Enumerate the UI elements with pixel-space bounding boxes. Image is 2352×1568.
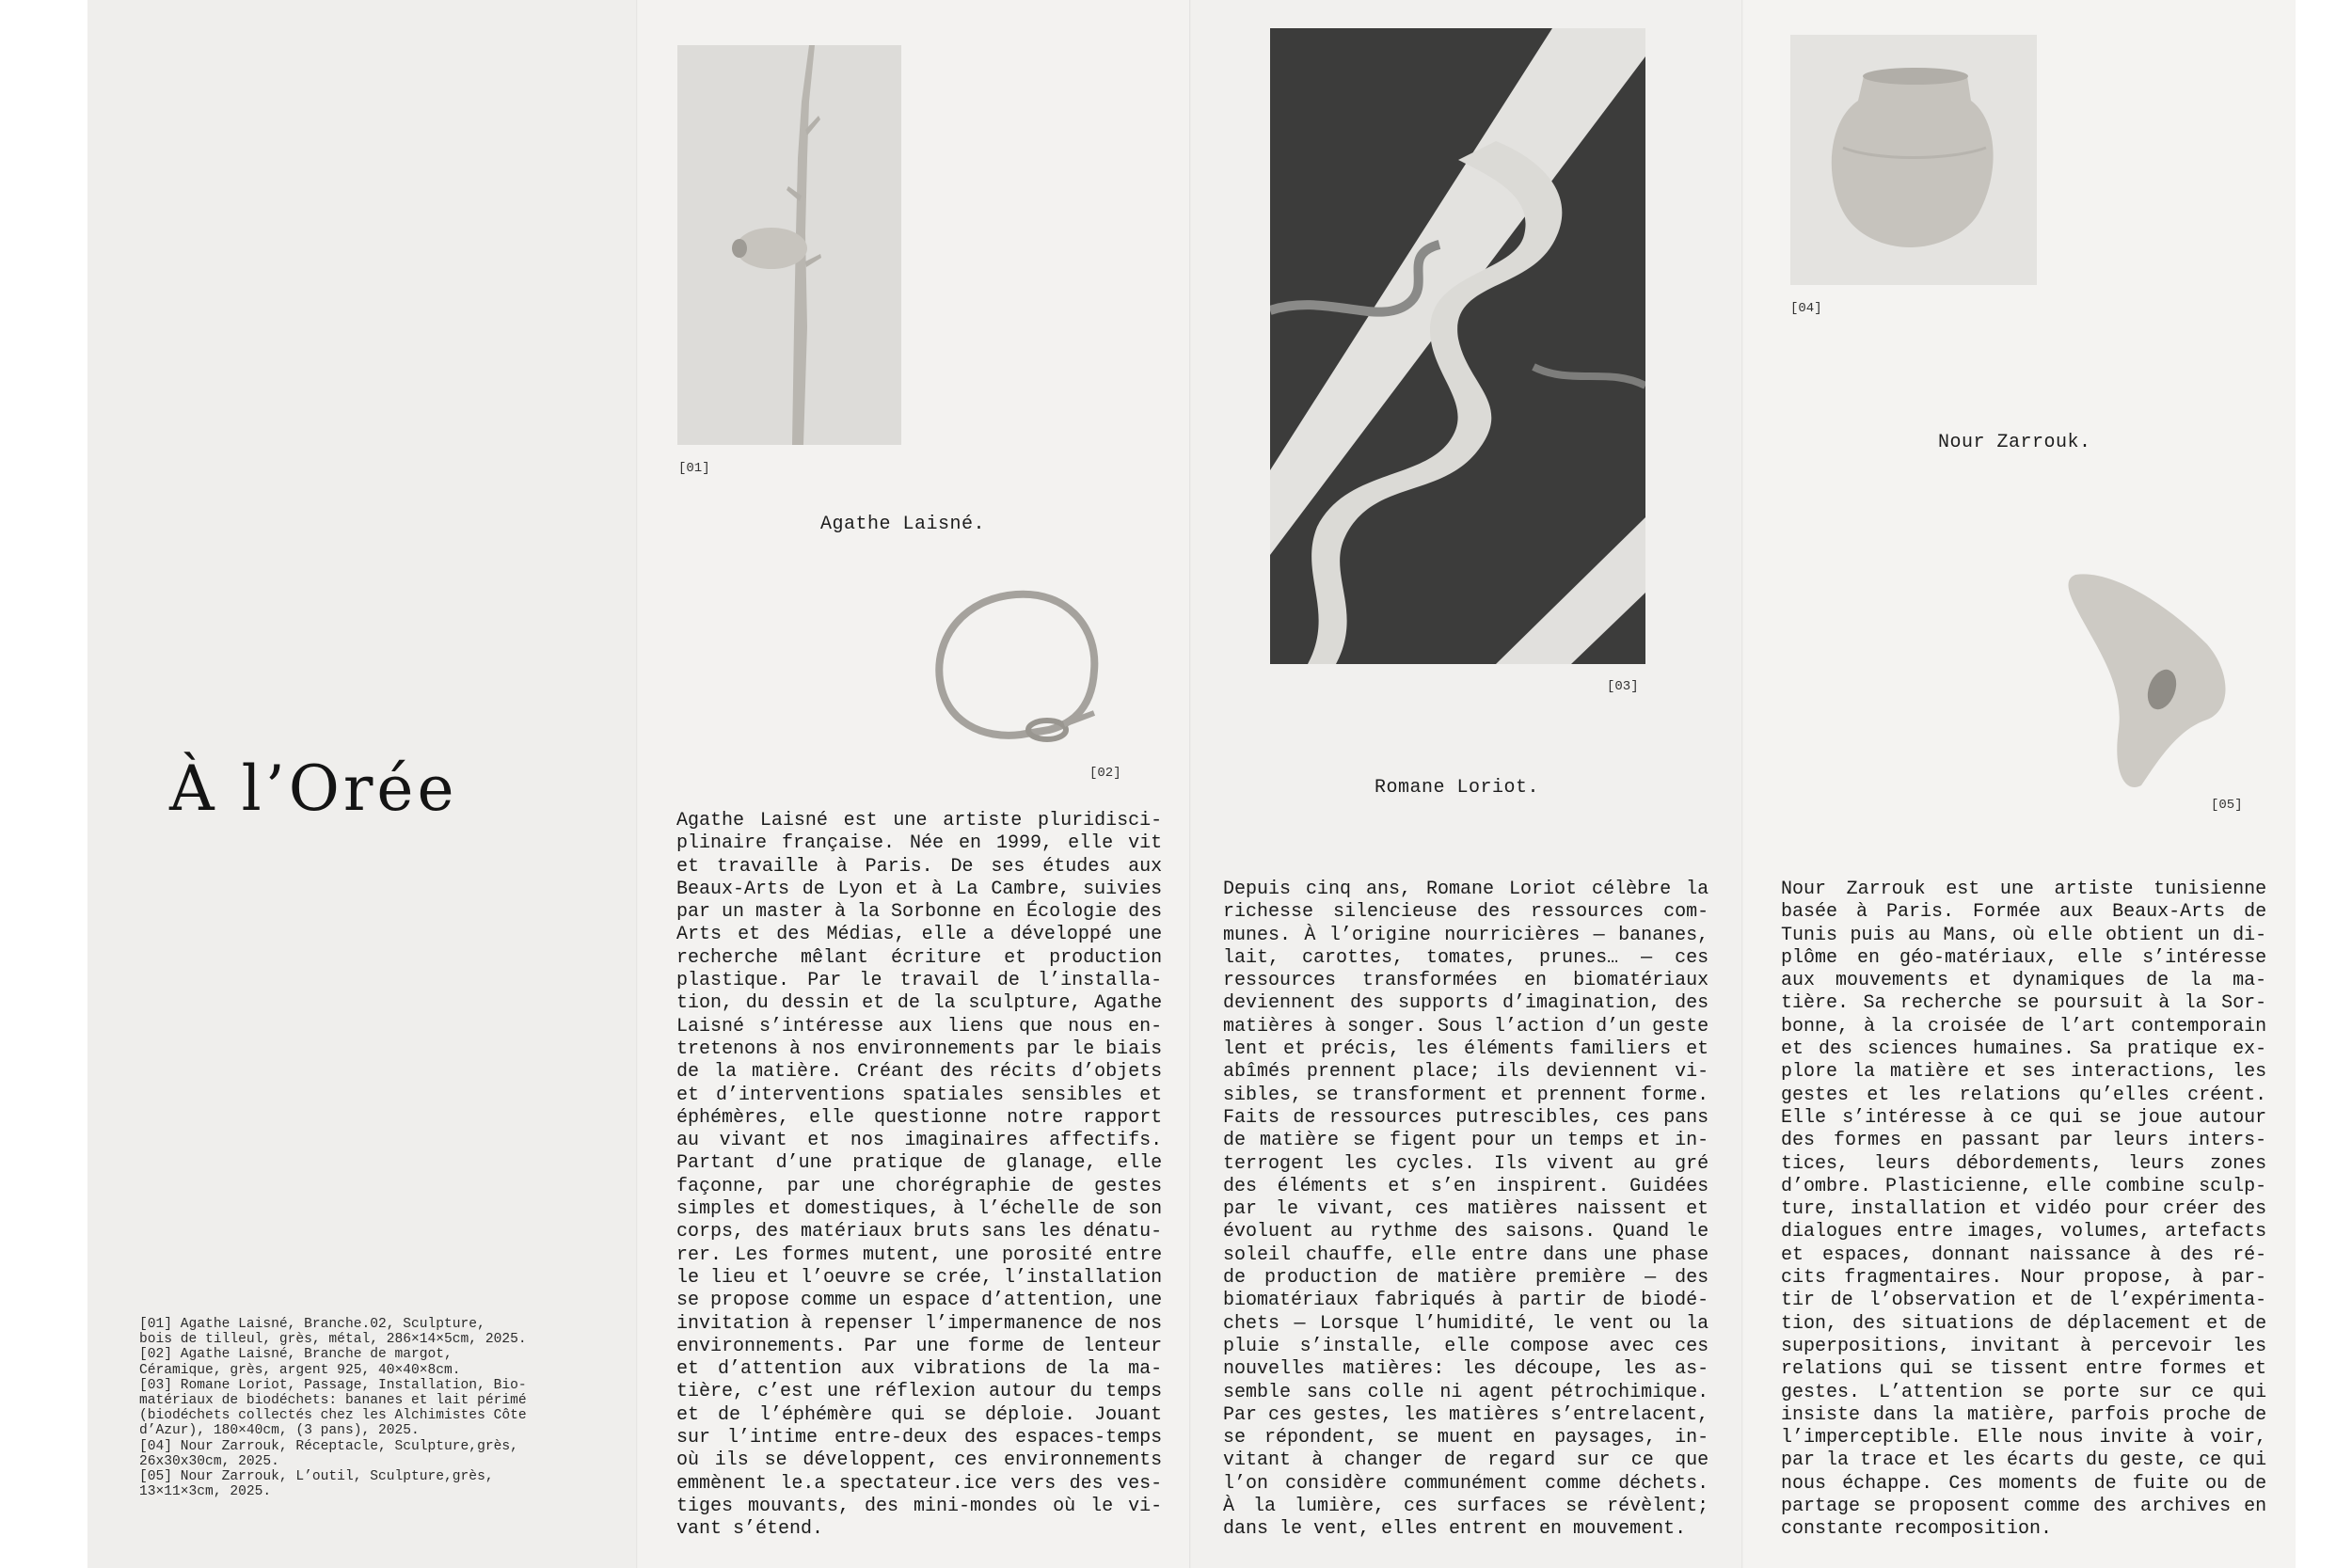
bio-line: des formes en passant par leurs inters- [1781, 1130, 2267, 1152]
bio-line: et travaille à Paris. De ses études aux [676, 855, 1163, 878]
bio-line: façonne, par une chorégraphie de gestes [676, 1175, 1163, 1197]
bio-line: et espaces, donnant naissance à des ré- [1781, 1243, 2267, 1266]
bio-line: l’on considère communément comme déchets. [1223, 1472, 1709, 1495]
bio-line: plôme en géo-matériaux, elle s’intéresse [1781, 946, 2267, 969]
bio-line: sibles, se transforment et prennent forme. [1223, 1084, 1709, 1106]
bio-line: Par ces gestes, les matières s’entrelacent, [1223, 1403, 1709, 1426]
bio-line: Tunis puis au Mans, où elle obtient un di- [1781, 924, 2267, 946]
credit-line: [01] Agathe Laisné, Branche.02, Sculpture, [139, 1317, 485, 1332]
credit-line: [04] Nour Zarrouk, Réceptacle, Sculpture,grès, [139, 1438, 518, 1454]
bio-line: où ils se développent, ces environnements [676, 1449, 1163, 1472]
bio-line: tir de l’observation et de l’expérimenta- [1781, 1290, 2267, 1312]
bio-line: lait, carottes, tomates, prunes… — ces [1223, 946, 1709, 969]
caption-05: [05] [2211, 798, 2243, 813]
bio-line: Partant d’une pratique de glanage, elle [676, 1152, 1163, 1175]
credit-line: matériaux de biodéchets: bananes et lait périmé [139, 1393, 527, 1409]
bio-line: de matière se figent pour un temps et in- [1223, 1130, 1709, 1152]
credit-line: Céramique, grès, argent 925, 40×40×8cm. [139, 1362, 461, 1378]
bio-line: d’ombre. Plasticienne, elle combine sculp- [1781, 1175, 2267, 1197]
bio-line: et d’interventions spatiales sensibles et [676, 1084, 1163, 1106]
bio-line: cits fragmentaires. Nour propose, à par- [1781, 1267, 2267, 1290]
biomaterial-installation-photo [1270, 28, 1645, 664]
bio-line: soleil chauffe, elle entre dans une phase [1223, 1243, 1709, 1266]
bio-line: par le vivant, ces matières naissent et [1223, 1198, 1709, 1221]
bio-line: plinaire française. Née en 1999, elle vit [676, 832, 1163, 855]
bio-line: le lieu et l’oeuvre se crée, l’installation [676, 1266, 1163, 1289]
bio-line: de production de matière première — des [1223, 1267, 1709, 1290]
bio-line: Depuis cinq ans, Romane Loriot célèbre la [1223, 879, 1709, 900]
bio-line: abîmés prennent place; ils deviennent vi- [1223, 1061, 1709, 1084]
bio-line: dialogues entre images, volumes, artefacts [1781, 1221, 2267, 1243]
bio-line: tretenons à nos environnements par le biais [676, 1037, 1163, 1060]
vessel-sculpture-photo [1790, 35, 2037, 285]
caption-03: [03] [1607, 679, 1639, 694]
bio-line: tière. Sa recherche se poursuit à la Sor- [1781, 992, 2267, 1015]
bio-line: matières à songer. Sous l’action d’un geste [1223, 1015, 1709, 1037]
bio-line: rer. Les formes mutent, une porosité entre [676, 1243, 1163, 1266]
fold-line [636, 0, 638, 1568]
bio-line: Agathe Laisné est une artiste pluridisci- [676, 810, 1163, 832]
bio-line: l’imperceptible. Elle nous invite à voir, [1781, 1427, 2267, 1449]
artist-name-romane: Romane Loriot. [1375, 777, 1540, 799]
bio-line: plore la matière et ses interactions, les [1781, 1061, 2267, 1084]
bio-line: corps, des matériaux bruts sans les dénatu- [676, 1221, 1163, 1243]
bio-line: pluie s’installe, elle compose avec ces [1223, 1335, 1709, 1357]
artist-bio-nour [1781, 879, 2266, 1542]
bio-line: Arts et des Médias, elle a développé une [676, 924, 1163, 946]
bio-line: vant s’étend. [676, 1518, 824, 1541]
bio-line: relations qui se tissent entre formes et [1781, 1358, 2267, 1381]
bio-line: ture, installation et vidéo pour créer des [1781, 1198, 2267, 1221]
bio-line: recherche mêlant écriture et production [676, 946, 1163, 969]
bio-line: et d’attention aux vibrations de la ma- [676, 1358, 1163, 1381]
bio-line: tion, du dessin et de la sculpture, Agathe [676, 992, 1163, 1015]
credits-list [139, 1317, 544, 1499]
caption-04: [04] [1790, 301, 1822, 316]
bio-line: se propose comme un espace d’attention, une [676, 1290, 1163, 1312]
bio-line: Beaux-Arts de Lyon et à La Cambre, suivies [676, 878, 1163, 900]
bio-line: deviennent des supports d’imagination, des [1223, 992, 1709, 1015]
bio-line: Laisné s’intéresse aux liens que nous en- [676, 1015, 1163, 1037]
tool-sculpture-photo [2066, 569, 2232, 795]
bio-line: éphémères, elle questionne notre rapport [676, 1106, 1163, 1129]
bio-line: constante recomposition. [1781, 1518, 2053, 1541]
bio-line: et de l’éphémère qui se déploie. Jouant [676, 1403, 1163, 1426]
fold-line [1741, 0, 1743, 1568]
bio-line: environnements. Par une forme de lenteur [676, 1335, 1163, 1357]
branch-sculpture-photo [677, 45, 901, 445]
fold-line [1189, 0, 1191, 1568]
credit-line: [02] Agathe Laisné, Branche de margot, [139, 1347, 453, 1363]
bio-line: richesse silencieuse des ressources com- [1223, 901, 1709, 924]
bio-line: nouvelles matières: les découpe, les as- [1223, 1358, 1709, 1381]
credit-line: 26x30x30cm, 2025. [139, 1453, 279, 1469]
bio-line: simples et domestiques, à l’échelle de son [676, 1198, 1163, 1221]
bio-line: partage se proposent comme des archives en [1781, 1496, 2267, 1518]
credit-line: d’Azur), 180×40cm, (3 pans), 2025. [139, 1423, 420, 1439]
bio-line: lent et précis, les éléments familiers et [1223, 1038, 1709, 1061]
ring-ceramic-photo [927, 581, 1105, 746]
bio-line: invitation à repenser l’impermanence de nos [676, 1312, 1163, 1335]
credit-line: (biodéchets collectés chez les Alchimistes Côte [139, 1408, 527, 1424]
caption-01: [01] [678, 461, 710, 476]
credit-line: 13×11×3cm, 2025. [139, 1484, 272, 1500]
bio-line: emmènent le.a spectateur.ice vers des ves- [676, 1472, 1163, 1495]
bio-line: par un master à la Sorbonne en Écologie des [676, 901, 1163, 924]
bio-line: gestes. L’attention se porte sur ce qui [1781, 1381, 2267, 1403]
bio-line: tices, leurs débordements, leurs zones [1781, 1152, 2267, 1175]
bio-line: évoluent au rythme des saisons. Quand le [1223, 1221, 1709, 1243]
artist-name-nour: Nour Zarrouk. [1938, 432, 2091, 453]
bio-line: basée à Paris. Formée aux Beaux-Arts de [1781, 901, 2267, 924]
bio-line: Faits de ressources putrescibles, ces pans [1223, 1106, 1709, 1129]
credit-line: [05] Nour Zarrouk, L’outil, Sculpture,grès, [139, 1469, 494, 1485]
bio-line: ressources transformées en biomatériaux [1223, 970, 1709, 992]
bio-line: sur l’intime entre-deux des espaces-temps [676, 1427, 1163, 1449]
bio-line: plastique. Par le travail de l’installa- [676, 970, 1163, 992]
caption-02: [02] [1089, 766, 1121, 781]
bio-line: par la trace et les écarts du geste, ce qui [1781, 1449, 2267, 1472]
artist-bio-romane [1223, 879, 1708, 1542]
credit-line: [03] Romane Loriot, Passage, Installation, Bio- [139, 1377, 527, 1393]
bio-line: munes. À l’origine nourricières — bananes, [1223, 924, 1709, 946]
artist-name-agathe: Agathe Laisné. [820, 514, 986, 535]
artist-bio-agathe [676, 810, 1162, 1542]
bio-line: aux mouvements et dynamiques de la ma- [1781, 970, 2267, 992]
bio-line: semble sans colle ni agent pétrochimique. [1223, 1381, 1709, 1403]
bio-line: tion, des situations de déplacement et de [1781, 1312, 2267, 1335]
bio-line: bonne, à la croisée de l’art contemporain [1781, 1015, 2267, 1037]
bio-line: Elle s’intéresse à ce qui se joue autour [1781, 1106, 2267, 1129]
bio-line: insiste dans la matière, parfois proche de [1781, 1403, 2267, 1426]
bio-line: vitant à changer de regard sur ce que [1223, 1449, 1709, 1472]
bio-line: et des sciences humaines. Sa pratique ex- [1781, 1038, 2267, 1061]
bio-line: Nour Zarrouk est une artiste tunisienne [1781, 879, 2267, 900]
bio-line: À la lumière, ces surfaces se révèlent; [1223, 1496, 1709, 1518]
bio-line: de la matière. Créant des récits d’objets [676, 1061, 1163, 1084]
bio-line: gestes et les relations qu’elles créent. [1781, 1084, 2267, 1106]
page-title: À l’Orée [169, 752, 458, 825]
bio-line: superpositions, invitant à percevoir les [1781, 1335, 2267, 1357]
bio-line: des éléments et s’en inspirent. Guidées [1223, 1175, 1709, 1197]
credit-line: bois de tilleul, grès, métal, 286×14×5cm, 2025. [139, 1332, 527, 1348]
bio-line: tiges mouvants, des mini-mondes où le vi- [676, 1495, 1163, 1517]
bio-line: nous échappe. Ces moments de fuite ou de [1781, 1472, 2267, 1495]
bio-line: tière, c’est une réflexion autour du temps [676, 1381, 1163, 1403]
bio-line: au vivant et nos imaginaires affectifs. [676, 1130, 1163, 1152]
bio-line: chets — Lorsque l’humidité, le vent ou la [1223, 1312, 1709, 1335]
bio-line: biomatériaux fabriqués à partir de biodé- [1223, 1290, 1709, 1312]
bio-line: dans le vent, elles entrent en mouvement. [1223, 1518, 1687, 1541]
bio-line: se répondent, se muent en paysages, in- [1223, 1427, 1709, 1449]
bio-line: terrogent les cycles. Ils vivent au gré [1223, 1152, 1709, 1175]
